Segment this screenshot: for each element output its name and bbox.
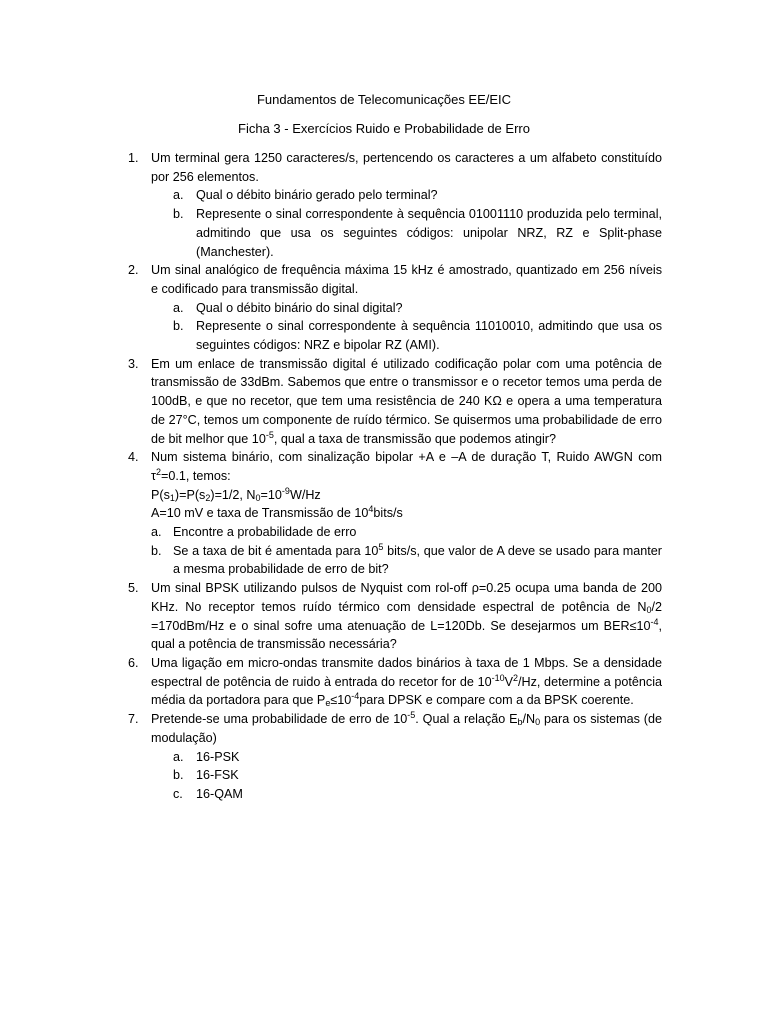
subscript: 0 (646, 604, 652, 615)
superscript: 4 (368, 504, 374, 515)
text-run: /N (522, 712, 536, 727)
text-run: )=P(s (174, 487, 206, 502)
text-run: Se a taxa de bit é amentada para 10 (173, 543, 379, 558)
subscript: 0 (535, 717, 541, 728)
text-run: Pretende-se uma probabilidade de erro de 10 (151, 712, 408, 727)
text-run: Um sinal BPSK utilizando pulsos de Nyquist com rol-off ρ=0.25 ocupa uma banda de 200 KHz. No receptor temos ruído térmico com densidade espectral de potência de N (151, 581, 662, 614)
subscript: 0 (255, 492, 261, 503)
document-subtitle: Ficha 3 - Exercícios Ruido e Probabilidade de Erro (238, 121, 530, 136)
exercise-1b (0, 205, 768, 261)
document-title: Fundamentos de Telecomunicações EE/EIC (256, 92, 512, 107)
item-text: Represente o sinal correspondente à sequência 11010010, admitindo que usa os seguintes códigos: NRZ e bipolar RZ (AMI). (196, 319, 662, 353)
exercise-number: 4. (128, 450, 139, 465)
item-label: b. (173, 207, 184, 222)
exercise-number: 1. (128, 151, 139, 165)
exercise-3 (0, 355, 768, 449)
item-label: b. (173, 768, 184, 783)
exercise-text (151, 710, 662, 747)
superscript: -5 (407, 710, 416, 721)
item-text: Qual o débito binário gerado pelo terminal? (196, 188, 438, 203)
exercise-number: 3. (128, 356, 139, 371)
exercise-7a (0, 748, 768, 767)
item-label: b. (151, 543, 162, 558)
exercise-4b (0, 542, 768, 579)
superscript: -4 (351, 691, 360, 702)
text-run: bits/s, que valor de A deve se usado para manter a mesma probabilidade de erro de bit? (173, 543, 662, 577)
text-line (151, 504, 662, 523)
exercise-7c (0, 785, 768, 804)
text-run: Em um enlace de transmissão digital é utilizado codificação polar com uma potência de transmissão de 33dBm. Sabemos que entre o transmissor e o recetor temos uma perda de 100dB, e que no recetor, que tem uma resistência de 240 KΩ e opera a uma temperatura de 27°C, temos um componente de ruído térmico. Se quisermos uma probabilidade de erro de bit melhor que 10 (151, 356, 662, 446)
text-run: ≤10 (330, 693, 352, 708)
item-text: 16-FSK (196, 768, 239, 783)
superscript: -5 (265, 429, 274, 440)
text-run: Num sistema binário, com sinalização bipolar +A e –A de duração T, Ruido AWGN com τ (151, 450, 662, 483)
exercise-number: 7. (128, 712, 139, 727)
exercise-5 (0, 579, 768, 654)
text-run: para DPSK e compare com a da BPSK coerente. (359, 693, 634, 708)
text-run: , qual a taxa de transmissão que podemos atingir? (273, 431, 556, 446)
item-label: a. (173, 188, 184, 203)
exercise-text (151, 579, 662, 654)
text-run: =0.1, temos: (161, 468, 231, 483)
exercise-2 (0, 261, 768, 298)
text-run: Uma ligação em micro-ondas transmite dados binários à taxa de 1 Mbps. Se a densidade espectral de potência de ruido à entrada do recetor for de 10 (151, 655, 662, 689)
exercise-number: 5. (128, 581, 139, 596)
text-run: A=10 mV e taxa de Transmissão de 10 (151, 506, 369, 521)
exercise-text (151, 355, 662, 449)
superscript: 2 (513, 672, 519, 683)
text-run: )=1/2, N (210, 487, 256, 502)
item-label: a. (173, 749, 184, 764)
exercise-7 (0, 710, 768, 747)
text-line (151, 486, 662, 505)
item-label: b. (173, 319, 184, 334)
subscript: 2 (205, 492, 211, 503)
text-run: V (504, 674, 513, 689)
exercise-text: Um sinal analógico de frequência máxima 15 kHz é amostrado, quantizado em 256 níveis e codificado para transmissão digital. (151, 263, 662, 296)
text-run: . Qual a relação E (415, 712, 518, 727)
exercise-2b (0, 317, 768, 354)
exercise-number: 6. (128, 655, 139, 670)
item-text: Qual o débito binário do sinal digital? (196, 300, 403, 315)
item-label: c. (173, 786, 183, 801)
subscript: e (325, 698, 331, 709)
exercise-2a (0, 299, 768, 318)
text-run: /Hz, determine a potência média da portadora para que P (151, 674, 662, 708)
superscript: -9 (281, 485, 290, 496)
exercise-list (0, 149, 768, 804)
subscript: 1 (169, 492, 175, 503)
exercise-text (151, 448, 662, 523)
exercise-text: Um terminal gera 1250 caracteres/s, pertencendo os caracteres a um alfabeto constituído por 256 elementos. (151, 151, 662, 184)
item-text: Represente o sinal correspondente à sequência 01001110 produzida pelo terminal, admitindo que usa os seguintes códigos: unipolar NRZ, RZ e Split-phase (Manchester). (196, 207, 662, 259)
exercise-4 (0, 448, 768, 523)
superscript: 2 (155, 466, 161, 477)
exercise-6 (0, 654, 768, 710)
text-run: bits/s (373, 506, 403, 521)
text-run: =10 (260, 487, 282, 502)
item-label: a. (151, 525, 162, 540)
text-line (151, 448, 662, 485)
exercise-1 (0, 149, 768, 186)
superscript: -10 (491, 672, 505, 683)
subscript: b (517, 717, 523, 728)
item-label: a. (173, 300, 184, 315)
text-run: W/Hz (289, 487, 321, 502)
exercise-7b (0, 766, 768, 785)
item-text (173, 542, 662, 579)
item-text: 16-QAM (196, 786, 243, 801)
exercise-number: 2. (128, 263, 139, 278)
text-run: P(s (151, 487, 170, 502)
text-run: /2 =170dBm/Hz e o sinal sofre uma atenuação de L=120Db. Se desejarmos um BER≤10 (151, 599, 662, 633)
exercise-1a (0, 186, 768, 205)
superscript: 5 (378, 541, 384, 552)
item-text: Encontre a probabilidade de erro (173, 525, 357, 540)
exercise-text (151, 654, 662, 710)
exercise-4a (0, 523, 768, 542)
text-run: , qual a potência de transmissão necessária? (151, 618, 662, 652)
superscript: -4 (650, 616, 659, 627)
item-text: 16-PSK (196, 749, 240, 764)
text-run: para os sistemas (de modulação) (151, 712, 662, 745)
